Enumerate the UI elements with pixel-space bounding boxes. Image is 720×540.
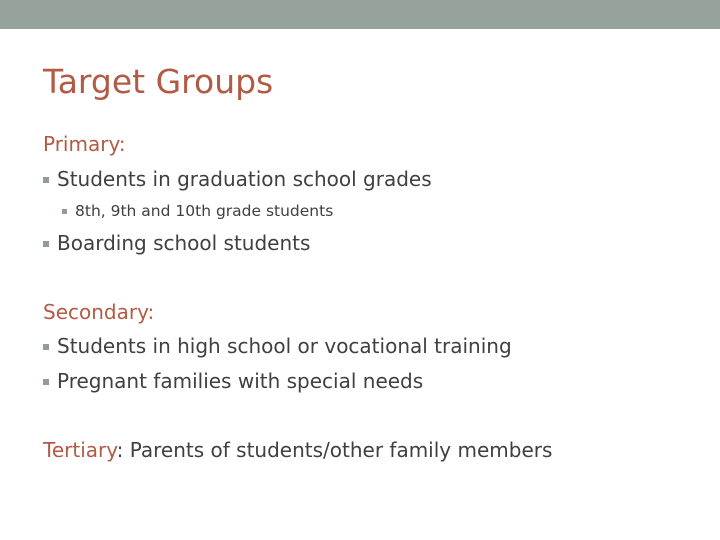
list-item-text: Students in high school or vocational training (57, 334, 512, 358)
list-item-text: Pregnant families with special needs (57, 369, 424, 393)
square-bullet-icon (43, 344, 49, 350)
primary-label: Primary: (43, 132, 126, 156)
tertiary-text: Parents of students/other family members (123, 438, 553, 462)
secondary-label: Secondary: (43, 300, 155, 324)
list-item (43, 367, 423, 395)
secondary-heading (43, 298, 154, 326)
sub-list-item (62, 200, 333, 222)
primary-heading (43, 130, 126, 158)
tertiary-label: Tertiary (43, 438, 117, 462)
sub-list-item-text: 8th, 9th and 10th grade students (75, 202, 334, 220)
list-item (43, 165, 432, 193)
slide-title: Target Groups (43, 62, 274, 101)
list-item-text: Boarding school students (57, 231, 311, 255)
list-item-text: Students in graduation school grades (57, 167, 432, 191)
list-item (43, 229, 310, 257)
slide-content (43, 0, 713, 540)
tertiary-colon: : (116, 438, 124, 462)
square-bullet-icon (43, 379, 49, 385)
list-item (43, 332, 512, 360)
square-bullet-icon (62, 209, 67, 214)
square-bullet-icon (43, 177, 49, 183)
tertiary-line (43, 436, 552, 464)
square-bullet-icon (43, 241, 49, 247)
